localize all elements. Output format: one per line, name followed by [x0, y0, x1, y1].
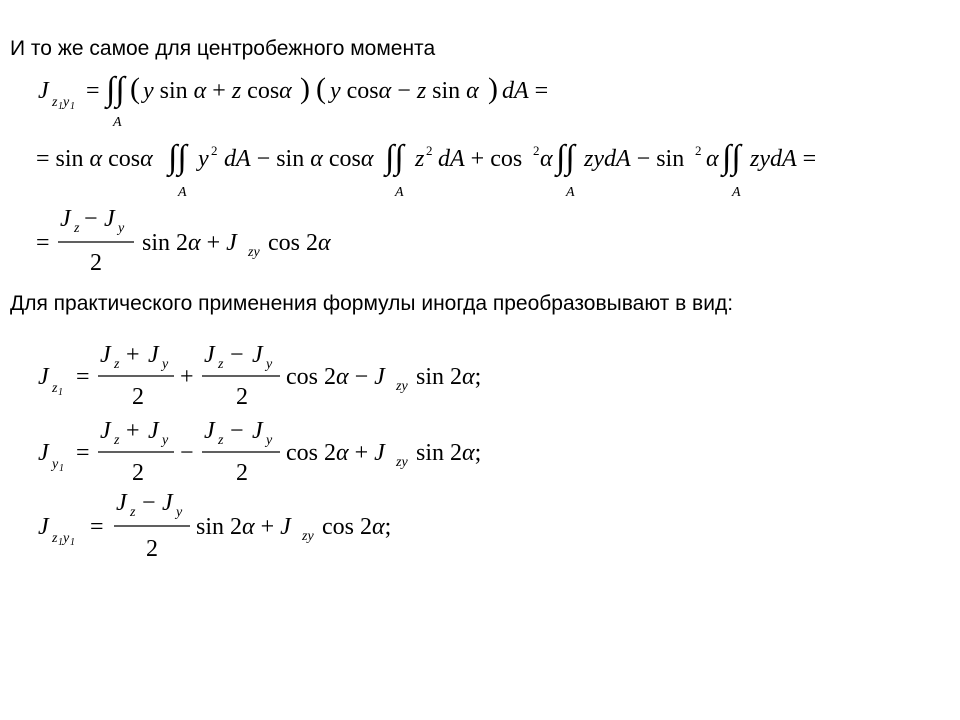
- svg-text:J: J: [38, 78, 49, 104]
- svg-text:−: −: [142, 490, 156, 516]
- svg-text:A: A: [395, 185, 404, 200]
- svg-text:2: 2: [211, 143, 218, 158]
- formula-jy1: [38, 418, 481, 486]
- slide-subheading: Для практического применения формулы иногда преобразовывают в вид:: [10, 292, 734, 315]
- formula-jz1y1: [38, 490, 391, 562]
- svg-text:): ): [300, 72, 310, 105]
- svg-text:sin 2α + J: sin 2α + J: [142, 230, 237, 256]
- formula-jz1: [38, 342, 481, 410]
- svg-text:=: =: [76, 364, 90, 390]
- svg-text:): ): [488, 72, 498, 105]
- svg-text:−: −: [180, 440, 194, 466]
- svg-text:J: J: [100, 418, 111, 444]
- svg-text:J: J: [204, 342, 215, 368]
- svg-text:A: A: [178, 185, 187, 200]
- svg-text:z: z: [415, 146, 425, 172]
- svg-text:zydA =: zydA =: [750, 146, 817, 172]
- svg-text:y sin α + z cosα: y sin α + z cosα: [143, 78, 292, 104]
- svg-text:J: J: [116, 490, 127, 516]
- svg-text:dA − sin α cosα: dA − sin α cosα: [224, 146, 374, 172]
- svg-text:∫∫: ∫∫: [106, 71, 125, 108]
- svg-text:1: 1: [58, 537, 63, 548]
- svg-text:=: =: [76, 440, 90, 466]
- svg-text:2: 2: [533, 143, 540, 158]
- svg-text:1: 1: [58, 387, 63, 398]
- svg-text:z: z: [52, 381, 58, 396]
- svg-text:cos 2α: cos 2α: [268, 230, 331, 256]
- svg-text:=: =: [36, 230, 50, 256]
- svg-text:−: −: [230, 342, 244, 368]
- svg-text:∫∫: ∫∫: [168, 139, 187, 176]
- svg-text:dA =: dA =: [502, 78, 549, 104]
- svg-text:+: +: [126, 342, 140, 368]
- svg-text:(: (: [316, 72, 326, 105]
- formula-centrifugal-definition: [38, 71, 548, 130]
- svg-text:y: y: [118, 221, 125, 236]
- svg-text:J: J: [204, 418, 215, 444]
- svg-text:J: J: [38, 514, 49, 540]
- svg-text:1: 1: [59, 463, 64, 474]
- svg-text:z: z: [52, 95, 58, 110]
- svg-text:2: 2: [132, 460, 144, 486]
- svg-text:1: 1: [58, 101, 63, 112]
- svg-text:J: J: [60, 206, 71, 232]
- svg-text:zy: zy: [396, 455, 408, 470]
- svg-text:cos 2α + J: cos 2α + J: [286, 440, 385, 466]
- svg-text:y: y: [198, 146, 209, 172]
- svg-text:2: 2: [236, 460, 248, 486]
- svg-text:−: −: [84, 206, 98, 232]
- svg-text:A: A: [113, 115, 122, 130]
- svg-text:∫∫: ∫∫: [385, 139, 404, 176]
- svg-text:+: +: [126, 418, 140, 444]
- svg-text:y cosα − z sin α: y cosα − z sin α: [330, 78, 479, 104]
- svg-text:zy: zy: [302, 529, 314, 544]
- svg-text:z: z: [114, 357, 120, 372]
- svg-text:sin 2α;: sin 2α;: [416, 364, 482, 390]
- svg-text:(: (: [130, 72, 140, 105]
- slide-heading: И то же самое для центробежного момента: [10, 37, 436, 60]
- svg-text:J: J: [252, 418, 263, 444]
- svg-text:A: A: [732, 185, 741, 200]
- svg-text:sin 2α;: sin 2α;: [416, 440, 482, 466]
- svg-text:1: 1: [70, 101, 75, 112]
- svg-text:cos 2α;: cos 2α;: [322, 514, 392, 540]
- svg-text:zydA − sin: zydA − sin: [584, 146, 685, 172]
- svg-text:∫∫: ∫∫: [556, 139, 575, 176]
- svg-text:y: y: [63, 531, 70, 546]
- svg-text:=: =: [86, 78, 100, 104]
- svg-text:zy: zy: [248, 245, 260, 260]
- svg-text:z: z: [218, 433, 224, 448]
- svg-text:∫∫: ∫∫: [722, 139, 741, 176]
- svg-text:sin 2α + J: sin 2α + J: [196, 514, 291, 540]
- svg-text:2: 2: [132, 384, 144, 410]
- svg-text:J: J: [148, 342, 159, 368]
- svg-text:y: y: [162, 433, 169, 448]
- svg-text:y: y: [162, 357, 169, 372]
- svg-text:y: y: [266, 357, 273, 372]
- svg-text:y: y: [52, 457, 59, 472]
- svg-text:α: α: [706, 146, 719, 172]
- svg-text:zy: zy: [396, 379, 408, 394]
- svg-text:J: J: [38, 440, 49, 466]
- svg-text:2: 2: [146, 536, 158, 562]
- svg-text:J: J: [148, 418, 159, 444]
- svg-text:y: y: [266, 433, 273, 448]
- svg-text:dA + cos: dA + cos: [438, 146, 523, 172]
- svg-text:2: 2: [695, 143, 702, 158]
- svg-text:J: J: [162, 490, 173, 516]
- svg-text:cos 2α − J: cos 2α − J: [286, 364, 385, 390]
- svg-text:z: z: [114, 433, 120, 448]
- svg-text:z: z: [52, 531, 58, 546]
- svg-text:= sin α cosα: = sin α cosα: [36, 146, 153, 172]
- formula-centrifugal-expanded: [36, 139, 816, 200]
- svg-text:J: J: [104, 206, 115, 232]
- svg-text:J: J: [38, 364, 49, 390]
- svg-text:2: 2: [236, 384, 248, 410]
- svg-text:z: z: [74, 221, 80, 236]
- svg-text:z: z: [218, 357, 224, 372]
- svg-text:α: α: [540, 146, 553, 172]
- svg-text:y: y: [176, 505, 183, 520]
- svg-text:2: 2: [90, 250, 102, 276]
- svg-text:2: 2: [426, 143, 433, 158]
- svg-text:1: 1: [70, 537, 75, 548]
- formula-centrifugal-result: [36, 206, 331, 276]
- svg-text:z: z: [130, 505, 136, 520]
- svg-text:y: y: [63, 95, 70, 110]
- svg-text:A: A: [566, 185, 575, 200]
- svg-text:+: +: [180, 364, 194, 390]
- svg-text:−: −: [230, 418, 244, 444]
- svg-text:J: J: [100, 342, 111, 368]
- svg-text:=: =: [90, 514, 104, 540]
- svg-text:J: J: [252, 342, 263, 368]
